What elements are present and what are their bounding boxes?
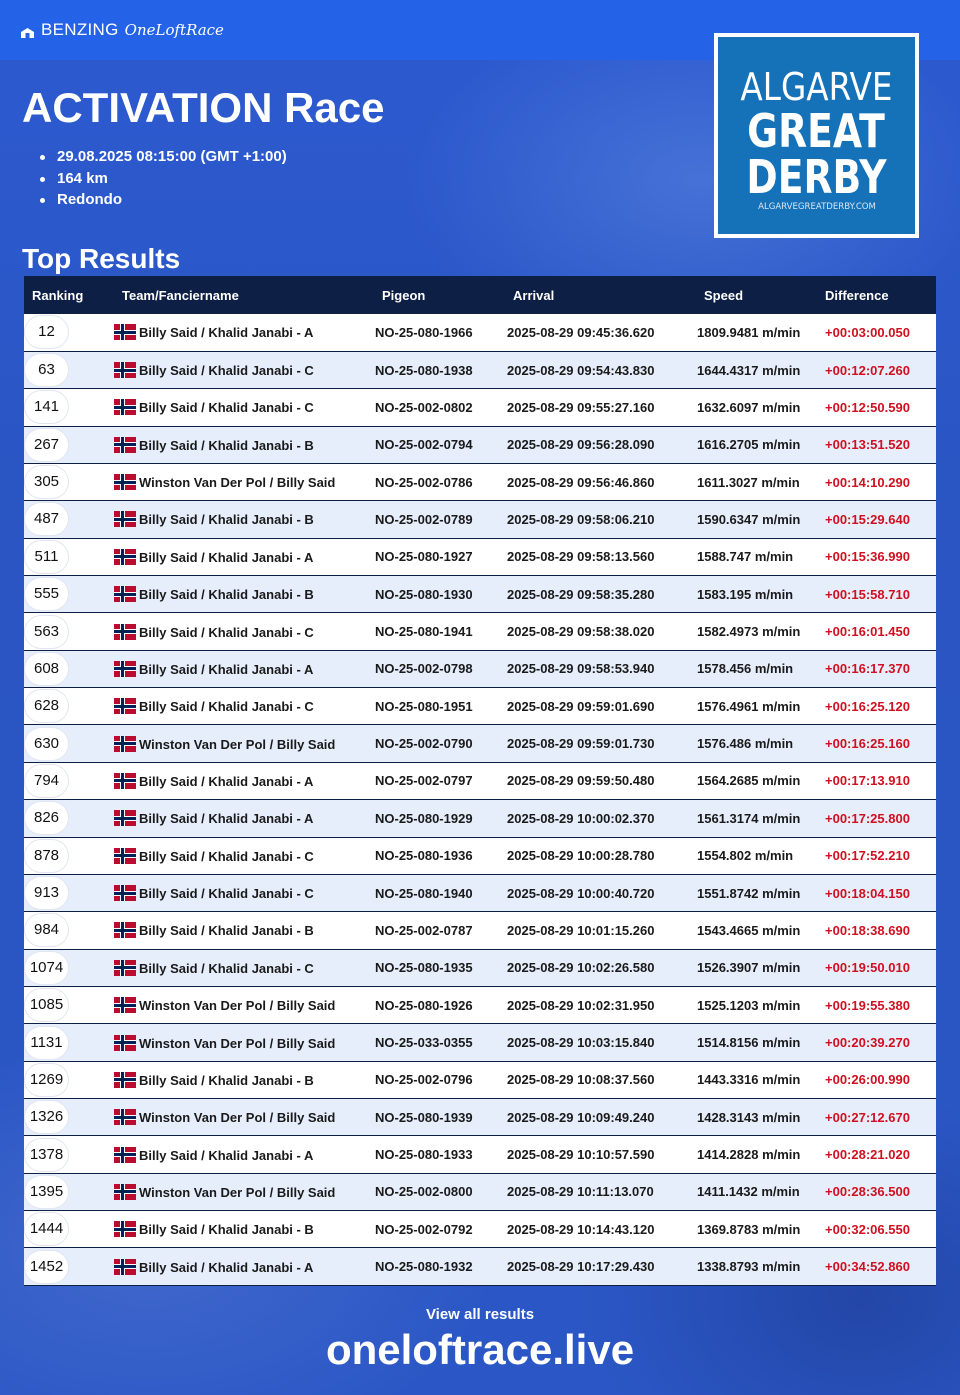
brand-name: BENZING <box>41 20 119 39</box>
arrival-cell: 2025-08-29 10:00:28.780 <box>507 848 655 864</box>
table-row[interactable] <box>24 538 936 575</box>
section-title: Top Results <box>22 243 181 274</box>
arrival-cell: 2025-08-29 09:58:38.020 <box>507 624 655 640</box>
team-cell <box>113 1173 375 1210</box>
norway-flag-icon <box>114 736 136 752</box>
pigeon-loft-icon <box>20 24 35 36</box>
rank-cell <box>24 688 113 725</box>
team-name: Billy Said / Khalid Janabi - B <box>139 923 314 939</box>
team-name: Billy Said / Khalid Janabi - A <box>139 1259 314 1275</box>
site-url[interactable]: oneloftrace.live <box>325 1326 635 1373</box>
difference-cell: +00:16:25.160 <box>825 736 910 752</box>
rank-cell <box>24 426 113 463</box>
difference-cell: +00:20:39.270 <box>825 1035 910 1050</box>
speed-cell: 1525.1203 m/min <box>697 997 801 1013</box>
team-cell <box>113 837 375 874</box>
team-cell <box>113 426 375 463</box>
arrival-cell: 2025-08-29 09:45:36.620 <box>507 324 655 340</box>
pigeon-cell: NO-25-080-1933 <box>375 1147 473 1163</box>
rank-cell <box>24 762 113 799</box>
rank-cell <box>24 912 113 949</box>
team-name: Winston Van Der Pol / Billy Said <box>139 998 336 1014</box>
team-name: Winston Van Der Pol / Billy Said <box>139 736 336 752</box>
rank-badge: 563 <box>25 616 68 648</box>
pigeon-cell: NO-25-080-1927 <box>375 549 473 565</box>
rank-cell <box>24 314 113 351</box>
arrival-cell: 2025-08-29 10:02:26.580 <box>507 960 655 976</box>
table-row[interactable] <box>24 463 936 500</box>
pigeon-cell: NO-25-080-1938 <box>375 362 473 378</box>
arrival-cell: 2025-08-29 09:56:46.860 <box>507 474 655 490</box>
arrival-cell: 2025-08-29 10:09:49.240 <box>507 1109 655 1125</box>
pigeon-cell: NO-25-080-1930 <box>375 586 473 602</box>
logo-line-1: ALGARVE <box>740 64 893 109</box>
team-name: Billy Said / Khalid Janabi - A <box>139 773 314 789</box>
speed-cell: 1611.3027 m/min <box>697 474 800 490</box>
team-cell <box>113 1024 375 1061</box>
arrival-cell: 2025-08-29 10:00:40.720 <box>507 885 655 901</box>
brand-logo[interactable] <box>20 20 224 40</box>
pigeon-cell: NO-25-002-0802 <box>375 399 473 415</box>
results-body <box>24 314 936 1285</box>
team-cell <box>113 1248 375 1285</box>
pigeon-cell: NO-25-080-1926 <box>375 997 473 1013</box>
norway-flag-icon <box>114 1035 136 1051</box>
team-cell <box>113 1099 375 1136</box>
rank-badge: 141 <box>25 391 68 423</box>
team-cell <box>113 501 375 538</box>
brand-script: OneLoftRace <box>124 21 224 39</box>
speed-cell: 1588.747 m/min <box>697 549 794 565</box>
rank-badge: 1444 <box>25 1213 68 1245</box>
norway-flag-icon <box>114 624 136 640</box>
pigeon-cell: NO-25-080-1941 <box>375 624 473 640</box>
rank-badge: 826 <box>25 802 68 834</box>
rank-cell <box>24 1173 113 1210</box>
rank-badge: 1326 <box>25 1101 68 1133</box>
team-name: Billy Said / Khalid Janabi - B <box>139 512 314 528</box>
speed-cell: 1443.3316 m/min <box>697 1072 801 1088</box>
rank-badge: 12 <box>25 316 68 348</box>
arrival-cell: 2025-08-29 10:02:31.950 <box>507 997 655 1013</box>
rank-cell <box>24 1024 113 1061</box>
view-all-results-link[interactable]: View all results <box>425 1306 535 1323</box>
speed-cell: 1564.2685 m/min <box>697 773 801 789</box>
team-name: Billy Said / Khalid Janabi - C <box>139 848 314 864</box>
rank-cell <box>24 1136 113 1173</box>
rank-badge: 267 <box>25 429 68 461</box>
rank-badge: 794 <box>25 765 68 797</box>
team-cell <box>113 314 375 351</box>
team-cell <box>113 1061 375 1098</box>
arrival-cell: 2025-08-29 10:17:29.430 <box>507 1259 655 1275</box>
difference-cell: +00:17:13.910 <box>825 773 910 789</box>
pigeon-cell: NO-25-002-0790 <box>375 736 473 752</box>
team-cell <box>113 538 375 575</box>
difference-cell: +00:12:07.260 <box>825 362 910 378</box>
race-info-list <box>40 146 287 211</box>
pigeon-cell: NO-25-033-0355 <box>375 1035 473 1050</box>
arrival-cell: 2025-08-29 10:01:15.260 <box>507 922 655 938</box>
rank-badge: 63 <box>25 354 68 386</box>
arrival-cell: 2025-08-29 10:11:13.070 <box>507 1184 654 1200</box>
pigeon-cell: NO-25-080-1929 <box>375 810 473 826</box>
difference-cell: +00:16:17.370 <box>825 661 910 677</box>
table-row[interactable] <box>24 1061 936 1098</box>
pigeon-cell: NO-25-002-0789 <box>375 511 473 527</box>
team-cell <box>113 912 375 949</box>
speed-cell: 1369.8783 m/min <box>697 1221 801 1237</box>
pigeon-cell: NO-25-080-1951 <box>375 698 473 714</box>
arrival-cell: 2025-08-29 10:03:15.840 <box>507 1035 655 1050</box>
norway-flag-icon <box>114 549 136 565</box>
rank-badge: 913 <box>25 877 68 909</box>
pigeon-cell: NO-25-080-1932 <box>375 1259 473 1275</box>
norway-flag-icon <box>114 399 136 415</box>
rank-cell <box>24 1099 113 1136</box>
pigeon-cell: NO-25-080-1936 <box>375 848 473 864</box>
team-name: Billy Said / Khalid Janabi - C <box>139 363 314 379</box>
table-row[interactable] <box>24 912 936 949</box>
difference-cell: +00:19:50.010 <box>825 960 910 976</box>
table-row[interactable] <box>24 613 936 650</box>
difference-cell: +00:18:38.690 <box>825 922 910 938</box>
pigeon-cell: NO-25-002-0796 <box>375 1072 473 1088</box>
norway-flag-icon <box>114 960 136 976</box>
table-row[interactable] <box>24 389 936 426</box>
norway-flag-icon <box>114 773 136 789</box>
norway-flag-icon <box>114 1221 136 1237</box>
norway-flag-icon <box>114 1147 136 1163</box>
rank-cell <box>24 650 113 687</box>
rank-cell <box>24 351 113 388</box>
speed-cell: 1554.802 m/min <box>697 848 794 864</box>
difference-cell: +00:03:00.050 <box>825 324 910 340</box>
norway-flag-icon <box>114 511 136 527</box>
team-cell <box>113 986 375 1023</box>
rank-badge: 1452 <box>25 1251 68 1283</box>
table-row[interactable] <box>24 688 936 725</box>
column-header-speed: Speed <box>704 287 744 303</box>
team-name: Billy Said / Khalid Janabi - C <box>139 400 314 416</box>
team-name: Billy Said / Khalid Janabi - B <box>139 1072 314 1088</box>
speed-cell: 1632.6097 m/min <box>697 399 801 415</box>
arrival-cell: 2025-08-29 09:54:43.830 <box>507 362 655 378</box>
rank-badge: 1131 <box>25 1027 68 1059</box>
team-cell <box>113 874 375 911</box>
column-header-pigeon: Pigeon <box>382 287 426 303</box>
results-table <box>24 276 936 1286</box>
table-row[interactable] <box>24 1099 936 1136</box>
speed-cell: 1543.4665 m/min <box>697 922 801 938</box>
team-name: Billy Said / Khalid Janabi - B <box>139 1222 314 1238</box>
team-name: Billy Said / Khalid Janabi - A <box>139 1147 314 1163</box>
table-row[interactable] <box>24 1248 936 1285</box>
rank-badge: 1378 <box>25 1139 68 1171</box>
team-cell <box>113 762 375 799</box>
norway-flag-icon <box>114 586 136 602</box>
team-cell <box>113 650 375 687</box>
difference-cell: +00:16:25.120 <box>825 698 910 714</box>
speed-cell: 1616.2705 m/min <box>697 437 801 453</box>
rank-cell <box>24 538 113 575</box>
rank-badge: 630 <box>25 728 68 760</box>
team-name: Billy Said / Khalid Janabi - B <box>139 437 314 453</box>
norway-flag-icon <box>114 1072 136 1088</box>
difference-cell: +00:28:36.500 <box>825 1184 910 1200</box>
rank-badge: 555 <box>25 578 68 610</box>
pigeon-cell: NO-25-002-0786 <box>375 474 473 490</box>
rank-badge: 305 <box>25 466 68 498</box>
speed-cell: 1809.9481 m/min <box>697 324 801 340</box>
logo-url: ALGARVEGREATDERBY.COM <box>757 201 876 212</box>
difference-cell: +00:18:04.150 <box>825 885 910 901</box>
arrival-cell: 2025-08-29 09:55:27.160 <box>507 399 655 415</box>
norway-flag-icon <box>114 810 136 826</box>
arrival-cell: 2025-08-29 10:14:43.120 <box>507 1221 655 1237</box>
arrival-cell: 2025-08-29 10:10:57.590 <box>507 1147 655 1163</box>
race-datetime: 29.08.2025 08:15:00 (GMT +1:00) <box>40 146 287 168</box>
table-row[interactable] <box>24 874 936 911</box>
team-name: Billy Said / Khalid Janabi - C <box>139 886 314 902</box>
table-row[interactable] <box>24 576 936 613</box>
team-name: Billy Said / Khalid Janabi - C <box>139 699 314 715</box>
arrival-cell: 2025-08-29 09:58:53.940 <box>507 661 655 677</box>
difference-cell: +00:32:06.550 <box>825 1221 910 1237</box>
race-title: ACTIVATION Race <box>22 84 385 131</box>
difference-cell: +00:17:52.210 <box>825 848 910 864</box>
speed-cell: 1428.3143 m/min <box>697 1109 801 1125</box>
rank-badge: 608 <box>25 653 68 685</box>
norway-flag-icon <box>114 362 136 378</box>
team-name: Billy Said / Khalid Janabi - A <box>139 325 314 341</box>
speed-cell: 1526.3907 m/min <box>697 960 801 976</box>
table-row[interactable] <box>24 1024 936 1061</box>
algarve-great-derby-logo <box>714 33 919 238</box>
team-cell <box>113 725 375 762</box>
rank-cell <box>24 501 113 538</box>
norway-flag-icon <box>114 324 136 340</box>
team-name: Winston Van Der Pol / Billy Said <box>139 475 336 491</box>
team-cell <box>113 1211 375 1248</box>
rank-cell <box>24 463 113 500</box>
logo-line-2: GREAT <box>747 103 886 158</box>
team-cell <box>113 949 375 986</box>
table-row[interactable] <box>24 725 936 762</box>
team-name: Billy Said / Khalid Janabi - A <box>139 549 314 565</box>
difference-cell: +00:16:01.450 <box>825 624 910 640</box>
table-row[interactable] <box>24 986 936 1023</box>
team-cell <box>113 463 375 500</box>
team-name: Billy Said / Khalid Janabi - A <box>139 661 314 677</box>
speed-cell: 1514.8156 m/min <box>697 1035 801 1050</box>
team-name: Billy Said / Khalid Janabi - C <box>139 960 314 976</box>
rank-badge: 878 <box>25 840 68 872</box>
rank-badge: 487 <box>25 503 68 535</box>
race-distance: 164 km <box>40 168 287 190</box>
difference-cell: +00:15:29.640 <box>825 511 910 527</box>
table-header-row <box>24 276 936 314</box>
pigeon-cell: NO-25-080-1935 <box>375 960 473 976</box>
rank-cell <box>24 1211 113 1248</box>
table-row[interactable] <box>24 501 936 538</box>
table-row[interactable] <box>24 351 936 388</box>
table-row[interactable] <box>24 426 936 463</box>
norway-flag-icon <box>114 698 136 714</box>
rank-cell <box>24 837 113 874</box>
speed-cell: 1578.456 m/min <box>697 661 794 677</box>
rank-cell <box>24 874 113 911</box>
rank-cell <box>24 576 113 613</box>
rank-cell <box>24 389 113 426</box>
norway-flag-icon <box>114 997 136 1013</box>
rank-badge: 1395 <box>25 1176 68 1208</box>
difference-cell: +00:12:50.590 <box>825 399 910 415</box>
pigeon-cell: NO-25-002-0798 <box>375 661 473 677</box>
team-name: Billy Said / Khalid Janabi - B <box>139 587 314 603</box>
difference-cell: +00:19:55.380 <box>825 997 910 1013</box>
norway-flag-icon <box>114 1259 136 1275</box>
rank-badge: 1085 <box>25 989 68 1021</box>
table-row[interactable] <box>24 1211 936 1248</box>
table-row[interactable] <box>24 650 936 687</box>
team-cell <box>113 1136 375 1173</box>
difference-cell: +00:34:52.860 <box>825 1259 910 1275</box>
arrival-cell: 2025-08-29 10:00:02.370 <box>507 810 655 826</box>
speed-cell: 1644.4317 m/min <box>697 362 801 378</box>
speed-cell: 1338.8793 m/min <box>697 1259 801 1275</box>
rank-cell <box>24 949 113 986</box>
team-cell <box>113 800 375 837</box>
table-row[interactable] <box>24 1136 936 1173</box>
pigeon-cell: NO-25-080-1966 <box>375 324 473 340</box>
table-row[interactable] <box>24 800 936 837</box>
speed-cell: 1561.3174 m/min <box>697 810 801 826</box>
difference-cell: +00:17:25.800 <box>825 810 910 826</box>
rank-cell <box>24 613 113 650</box>
column-header-difference: Difference <box>825 287 889 303</box>
norway-flag-icon <box>114 1184 136 1200</box>
speed-cell: 1583.195 m/min <box>697 586 794 602</box>
pigeon-cell: NO-25-002-0792 <box>375 1221 473 1237</box>
team-cell <box>113 613 375 650</box>
speed-cell: 1590.6347 m/min <box>697 511 801 527</box>
team-name: Billy Said / Khalid Janabi - C <box>139 624 314 640</box>
difference-cell: +00:15:58.710 <box>825 586 910 602</box>
norway-flag-icon <box>114 922 136 938</box>
pigeon-cell: NO-25-080-1940 <box>375 885 473 901</box>
difference-cell: +00:14:10.290 <box>825 474 910 490</box>
team-cell <box>113 688 375 725</box>
rank-cell <box>24 1061 113 1098</box>
rank-badge: 1074 <box>25 952 68 984</box>
table-row[interactable] <box>24 762 936 799</box>
table-row[interactable] <box>24 837 936 874</box>
norway-flag-icon <box>114 474 136 490</box>
speed-cell: 1576.486 m/min <box>697 736 794 752</box>
difference-cell: +00:13:51.520 <box>825 437 910 453</box>
norway-flag-icon <box>114 661 136 677</box>
column-header-arrival: Arrival <box>513 287 555 303</box>
difference-cell: +00:26:00.990 <box>825 1072 910 1088</box>
team-name: Winston Van Der Pol / Billy Said <box>139 1110 336 1126</box>
speed-cell: 1582.4973 m/min <box>697 624 801 640</box>
table-row[interactable] <box>24 314 936 351</box>
arrival-cell: 2025-08-29 10:08:37.560 <box>507 1072 655 1088</box>
pigeon-cell: NO-25-002-0797 <box>375 773 473 789</box>
rank-badge: 984 <box>25 914 68 946</box>
rank-cell <box>24 1248 113 1285</box>
arrival-cell: 2025-08-29 09:59:50.480 <box>507 773 655 789</box>
difference-cell: +00:15:36.990 <box>825 549 910 565</box>
pigeon-cell: NO-25-080-1939 <box>375 1109 473 1125</box>
pigeon-cell: NO-25-002-0787 <box>375 922 473 938</box>
team-name: Billy Said / Khalid Janabi - A <box>139 811 314 827</box>
rank-badge: 1269 <box>25 1064 68 1096</box>
arrival-cell: 2025-08-29 09:58:35.280 <box>507 586 655 602</box>
logo-line-3: DERBY <box>746 149 887 204</box>
pigeon-cell: NO-25-002-0800 <box>375 1184 473 1200</box>
rank-cell <box>24 725 113 762</box>
team-cell <box>113 351 375 388</box>
table-row[interactable] <box>24 949 936 986</box>
rank-badge: 628 <box>25 690 68 722</box>
speed-cell: 1411.1432 m/min <box>697 1184 800 1200</box>
speed-cell: 1576.4961 m/min <box>697 698 801 714</box>
norway-flag-icon <box>114 1109 136 1125</box>
team-name: Winston Van Der Pol / Billy Said <box>139 1035 336 1051</box>
arrival-cell: 2025-08-29 09:58:06.210 <box>507 511 655 527</box>
pigeon-cell: NO-25-002-0794 <box>375 437 473 453</box>
column-header-ranking: Ranking <box>32 287 84 303</box>
column-header-team: Team/Fanciername <box>122 287 239 303</box>
speed-cell: 1551.8742 m/min <box>697 885 801 901</box>
arrival-cell: 2025-08-29 09:59:01.690 <box>507 698 655 714</box>
team-name: Winston Van Der Pol / Billy Said <box>139 1184 336 1200</box>
arrival-cell: 2025-08-29 09:58:13.560 <box>507 549 655 565</box>
arrival-cell: 2025-08-29 09:56:28.090 <box>507 437 655 453</box>
rank-cell <box>24 986 113 1023</box>
table-row[interactable] <box>24 1173 936 1210</box>
rank-cell <box>24 800 113 837</box>
race-location: Redondo <box>40 189 287 211</box>
norway-flag-icon <box>114 437 136 453</box>
arrival-cell: 2025-08-29 09:59:01.730 <box>507 736 655 752</box>
team-cell <box>113 576 375 613</box>
speed-cell: 1414.2828 m/min <box>697 1147 801 1163</box>
norway-flag-icon <box>114 885 136 901</box>
difference-cell: +00:28:21.020 <box>825 1147 910 1163</box>
difference-cell: +00:27:12.670 <box>825 1109 910 1125</box>
rank-badge: 511 <box>25 541 68 573</box>
team-cell <box>113 389 375 426</box>
norway-flag-icon <box>114 848 136 864</box>
